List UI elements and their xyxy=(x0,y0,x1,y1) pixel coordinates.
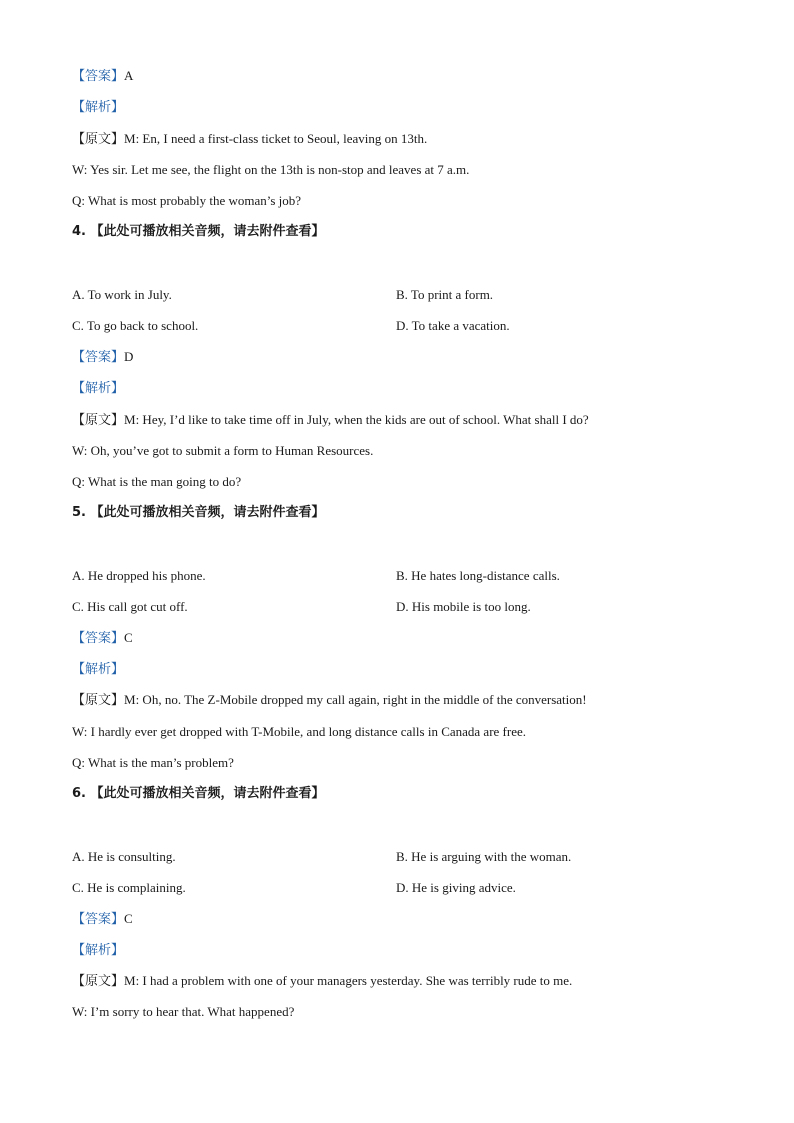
answer-label: 【答案】 xyxy=(72,69,125,84)
original-label: 【原文】 xyxy=(72,973,125,988)
q6-option-c: C. He is complaining. xyxy=(72,880,186,895)
original-line-3 xyxy=(72,130,427,148)
original-text: M: Hey, I’d like to take time off in July, when the kids are out of school. What shall I do? xyxy=(124,412,589,427)
answer-value: C xyxy=(124,911,133,926)
answer-value: C xyxy=(124,630,133,645)
q4-option-a: A. To work in July. xyxy=(72,287,172,302)
question-5-title: 5. 【此处可播放相关音频，请去附件查看】 xyxy=(72,505,325,520)
q5-option-a: A. He dropped his phone. xyxy=(72,568,206,583)
analysis-label: 【解析】 xyxy=(72,943,125,958)
analysis-line-6 xyxy=(72,941,124,960)
q6-option-d: D. He is giving advice. xyxy=(396,880,516,895)
original-line-5 xyxy=(72,691,587,709)
original-text: M: I had a problem with one of your managers yesterday. She was terribly rude to me. xyxy=(124,973,573,988)
q6-option-b: B. He is arguing with the woman. xyxy=(396,849,572,864)
q4-option-c: C. To go back to school. xyxy=(72,318,199,333)
answer-label: 【答案】 xyxy=(72,350,125,365)
analysis-line-4 xyxy=(72,379,124,398)
analysis-label: 【解析】 xyxy=(72,381,125,396)
question-6-title: 6. 【此处可播放相关音频，请去附件查看】 xyxy=(72,786,325,801)
answer-line-3 xyxy=(72,67,133,86)
woman-line-6: W: I’m sorry to hear that. What happened? xyxy=(72,1004,295,1019)
original-label: 【原文】 xyxy=(72,692,125,707)
q4-option-d: D. To take a vacation. xyxy=(396,318,510,333)
woman-line-3: W: Yes sir. Let me see, the flight on the 13th is non-stop and leaves at 7 a.m. xyxy=(72,162,470,177)
original-line-4 xyxy=(72,411,589,429)
question-line-3: Q: What is most probably the woman’s job? xyxy=(72,193,302,208)
q5-option-d: D. His mobile is too long. xyxy=(396,599,531,614)
answer-label: 【答案】 xyxy=(72,631,125,646)
answer-value: A xyxy=(124,68,134,83)
analysis-line-3 xyxy=(72,98,124,117)
answer-line-6 xyxy=(72,910,133,929)
original-label: 【原文】 xyxy=(72,412,125,427)
answer-label: 【答案】 xyxy=(72,912,125,927)
woman-line-5: W: I hardly ever get dropped with T-Mobile, and long distance calls in Canada are free. xyxy=(72,724,527,739)
analysis-label: 【解析】 xyxy=(72,662,125,677)
original-label: 【原文】 xyxy=(72,131,125,146)
original-line-6 xyxy=(72,972,572,990)
analysis-line-5 xyxy=(72,660,124,679)
analysis-label: 【解析】 xyxy=(72,100,125,115)
original-text: M: Oh, no. The Z-Mobile dropped my call again, right in the middle of the conversation! xyxy=(124,692,587,707)
q5-option-b: B. He hates long-distance calls. xyxy=(396,568,560,583)
question-line-5: Q: What is the man’s problem? xyxy=(72,755,234,770)
answer-value: D xyxy=(124,349,134,364)
q6-option-a: A. He is consulting. xyxy=(72,849,176,864)
question-4-title: 4. 【此处可播放相关音频，请去附件查看】 xyxy=(72,224,325,239)
woman-line-4: W: Oh, you’ve got to submit a form to Human Resources. xyxy=(72,443,374,458)
question-line-4: Q: What is the man going to do? xyxy=(72,474,242,489)
q4-option-b: B. To print a form. xyxy=(396,287,494,302)
original-text: M: En, I need a first-class ticket to Seoul, leaving on 13th. xyxy=(124,131,428,146)
q5-option-c: C. His call got cut off. xyxy=(72,599,188,614)
answer-line-4 xyxy=(72,348,133,367)
answer-line-5 xyxy=(72,629,133,648)
